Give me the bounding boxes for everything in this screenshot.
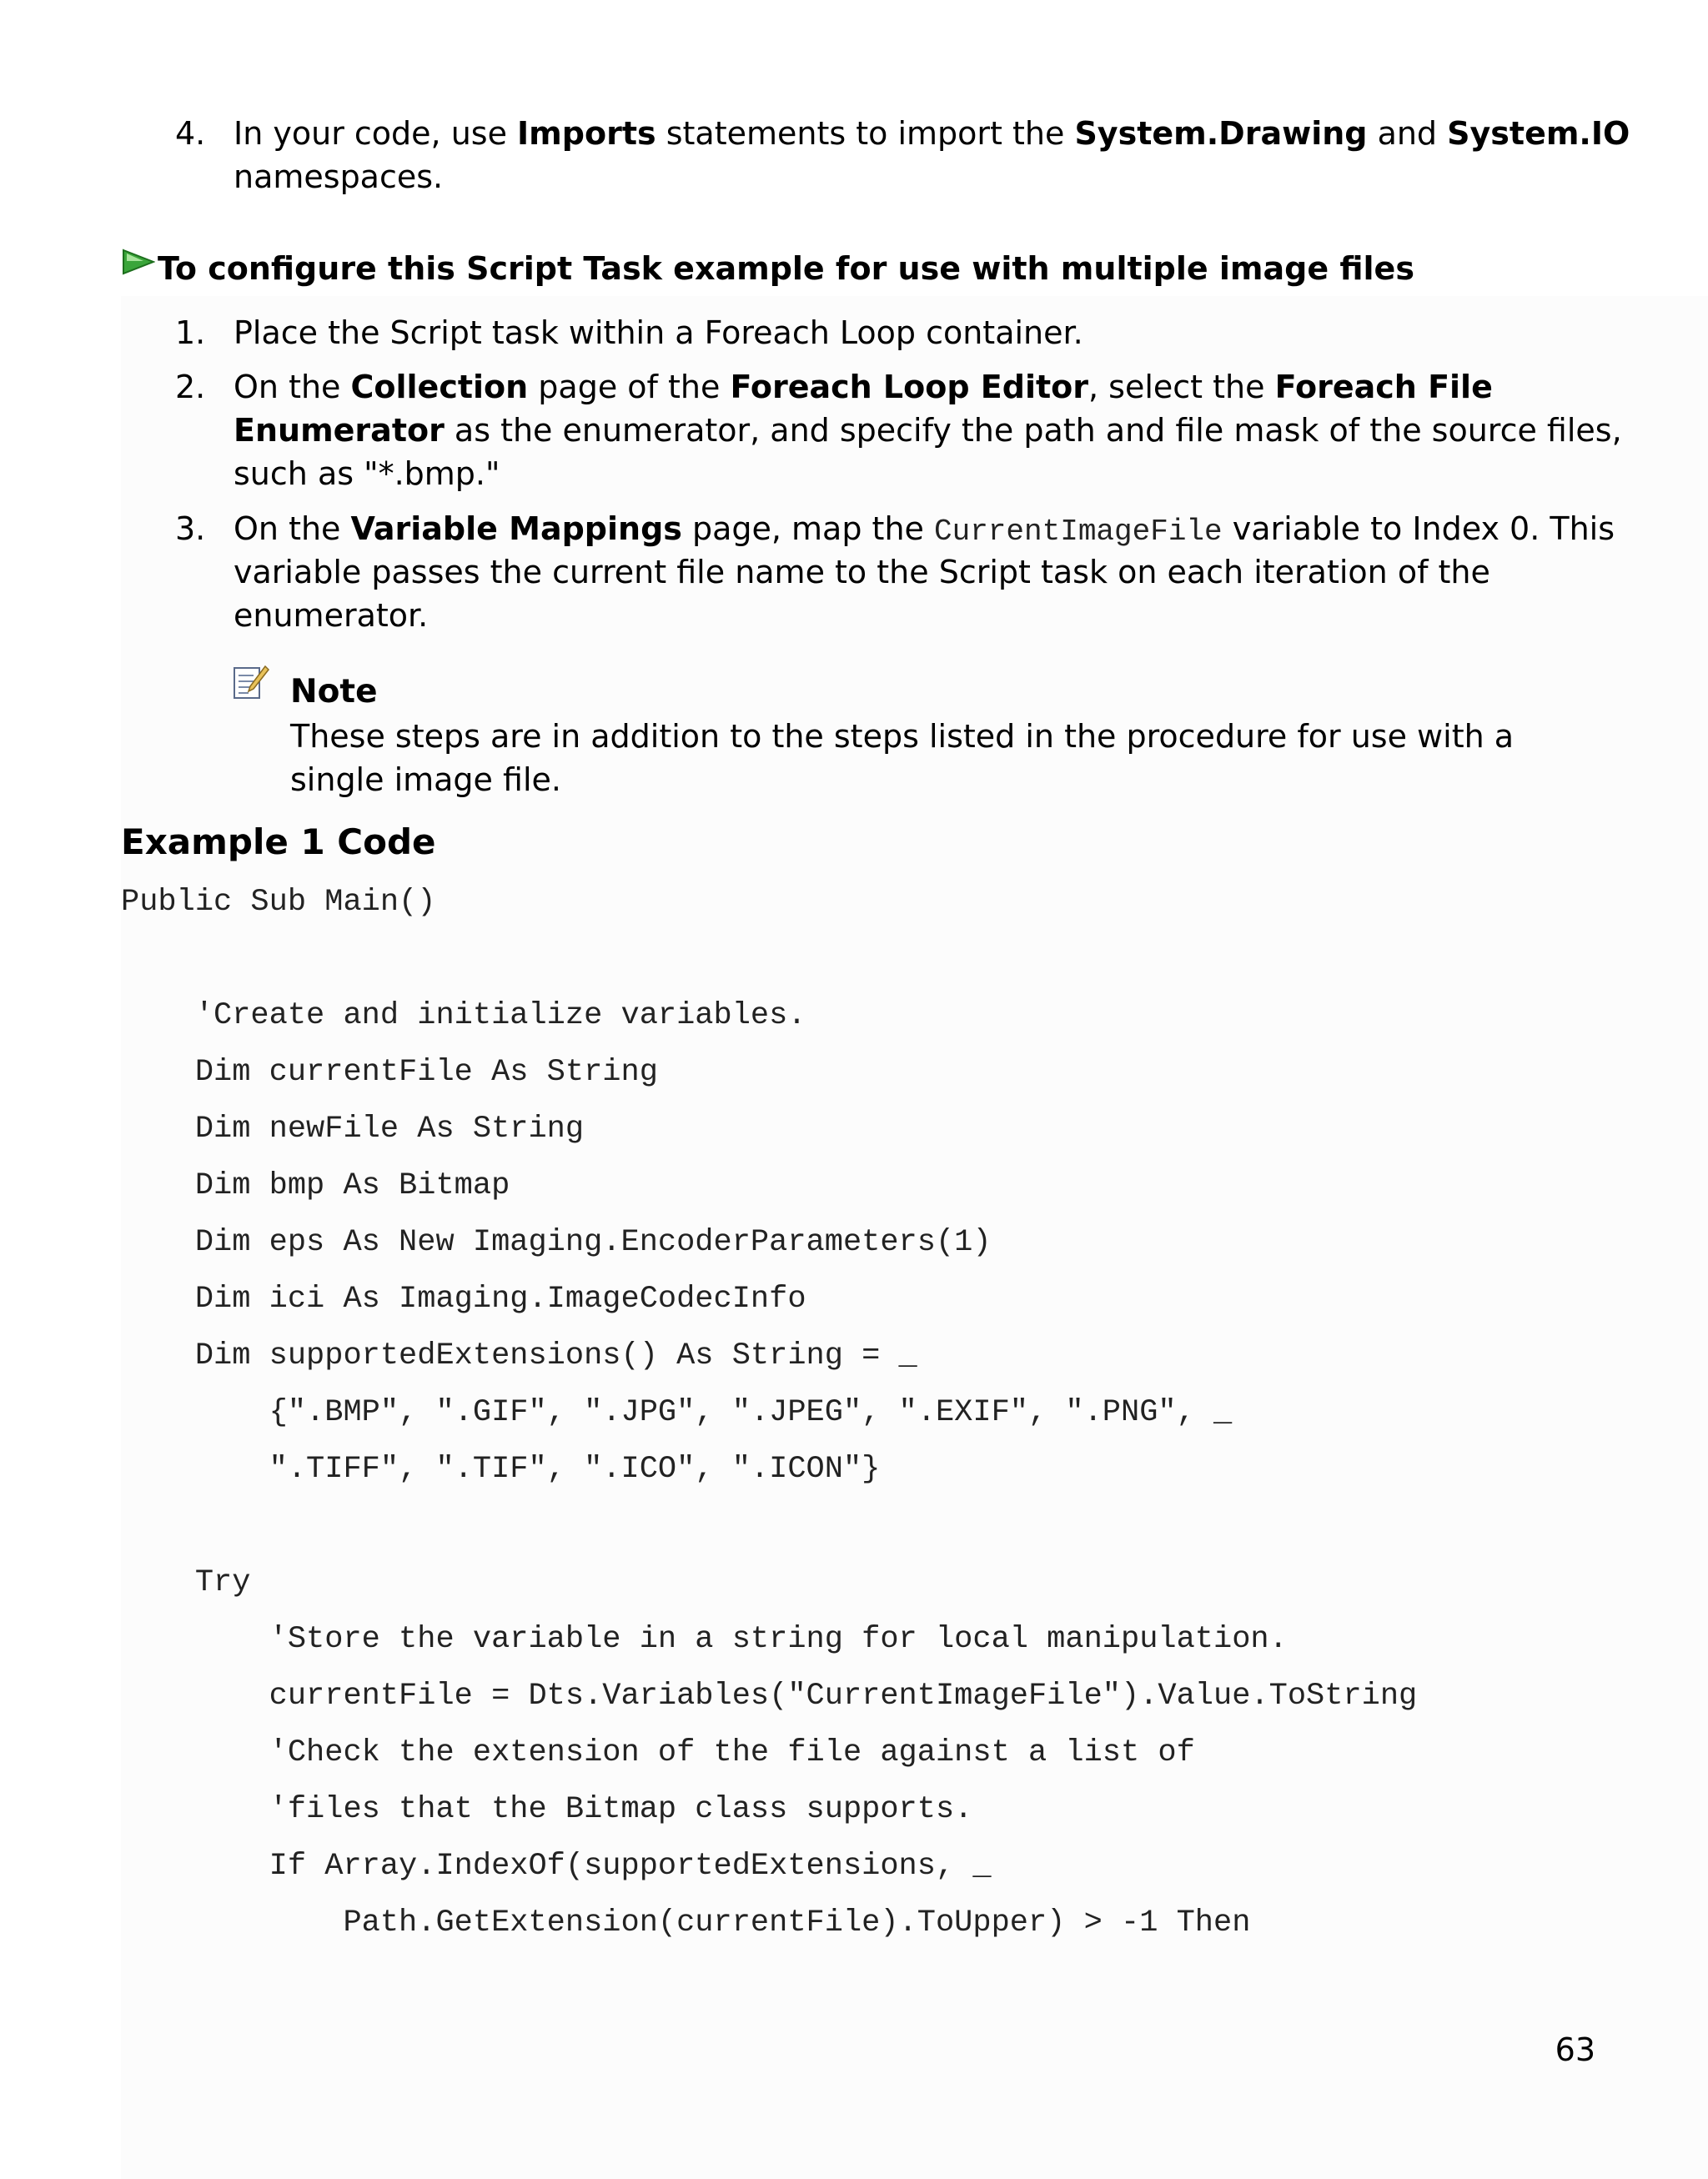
term-foreach-file: Foreach File: [1274, 369, 1493, 405]
code-line: Path.GetExtension(currentFile).ToUpper) > -1 Then: [121, 1905, 1251, 1941]
step-1-line-1: Place the Script task within a Foreach Loop container.: [234, 314, 1083, 351]
term-enumerator: Enumerator: [234, 412, 445, 449]
code-line: {".BMP", ".GIF", ".JPG", ".JPEG", ".EXIF", ".PNG", _: [121, 1395, 1233, 1430]
step-3-line-3: enumerator.: [234, 597, 429, 634]
step-4-line-2: namespaces.: [234, 158, 444, 195]
step-4-line-1: In your code, use Imports statements to import the System.Drawing and System.IO: [234, 115, 1630, 152]
code-line: 'Check the extension of the file against a list of: [121, 1735, 1195, 1770]
code-line: Dim newFile As String: [121, 1112, 585, 1147]
inline-code-variable: CurrentImageFile: [933, 515, 1223, 549]
code-line: Dim eps As New Imaging.EncoderParameters(1): [121, 1225, 992, 1260]
note-line-2: single image file.: [290, 761, 561, 798]
code-line: Public Sub Main(): [121, 885, 436, 920]
step-2-line-3: such as "*.bmp.": [234, 455, 500, 492]
note-line-1: These steps are in addition to the steps listed in the procedure for use with a: [290, 718, 1515, 755]
keyword-imports: Imports: [517, 115, 656, 152]
green-arrow-icon: [122, 249, 155, 277]
section-heading: Example 1 Code: [121, 821, 436, 862]
code-line: Dim bmp As Bitmap: [121, 1168, 510, 1203]
code-line: 'Create and initialize variables.: [121, 998, 806, 1033]
step-3-line-2: variable passes the current file name to the Script task on each iteration of the: [234, 554, 1490, 590]
note-title: Note: [290, 673, 378, 710]
code-line: ".TIFF", ".TIF", ".ICO", ".ICON"}: [121, 1452, 881, 1487]
term-foreach-loop-editor: Foreach Loop Editor: [730, 369, 1088, 405]
step-number: 4.: [175, 115, 206, 152]
step-number: 3.: [175, 510, 206, 547]
code-line: Try: [121, 1565, 251, 1600]
procedure-heading: To configure this Script Task example for use with multiple image files: [158, 250, 1414, 287]
step-2-line-2: Enumerator as the enumerator, and specify the path and file mask of the source files,: [234, 412, 1622, 449]
term-collection: Collection: [350, 369, 529, 405]
step-number: 1.: [175, 314, 206, 351]
code-line: Dim ici As Imaging.ImageCodecInfo: [121, 1282, 806, 1317]
keyword-system-io: System.IO: [1447, 115, 1630, 152]
keyword-system-drawing: System.Drawing: [1074, 115, 1368, 152]
code-line: Dim currentFile As String: [121, 1055, 658, 1090]
step-3-line-1: On the Variable Mappings page, map the CurrentImageFile variable to Index 0. This: [234, 510, 1615, 549]
term-variable-mappings: Variable Mappings: [350, 510, 682, 547]
code-line: 'Store the variable in a string for local manipulation.: [121, 1622, 1288, 1657]
page-number: 63: [1555, 2031, 1595, 2068]
code-line: currentFile = Dts.Variables("CurrentImageFile").Value.ToString: [121, 1679, 1418, 1714]
step-2-line-1: On the Collection page of the Foreach Loop Editor, select the Foreach File: [234, 369, 1493, 405]
code-line: If Array.IndexOf(supportedExtensions, _: [121, 1849, 992, 1884]
code-line: 'files that the Bitmap class supports.: [121, 1792, 973, 1827]
code-line: Dim supportedExtensions() As String = _: [121, 1338, 917, 1373]
step-number: 2.: [175, 369, 206, 405]
note-icon: [232, 664, 270, 700]
